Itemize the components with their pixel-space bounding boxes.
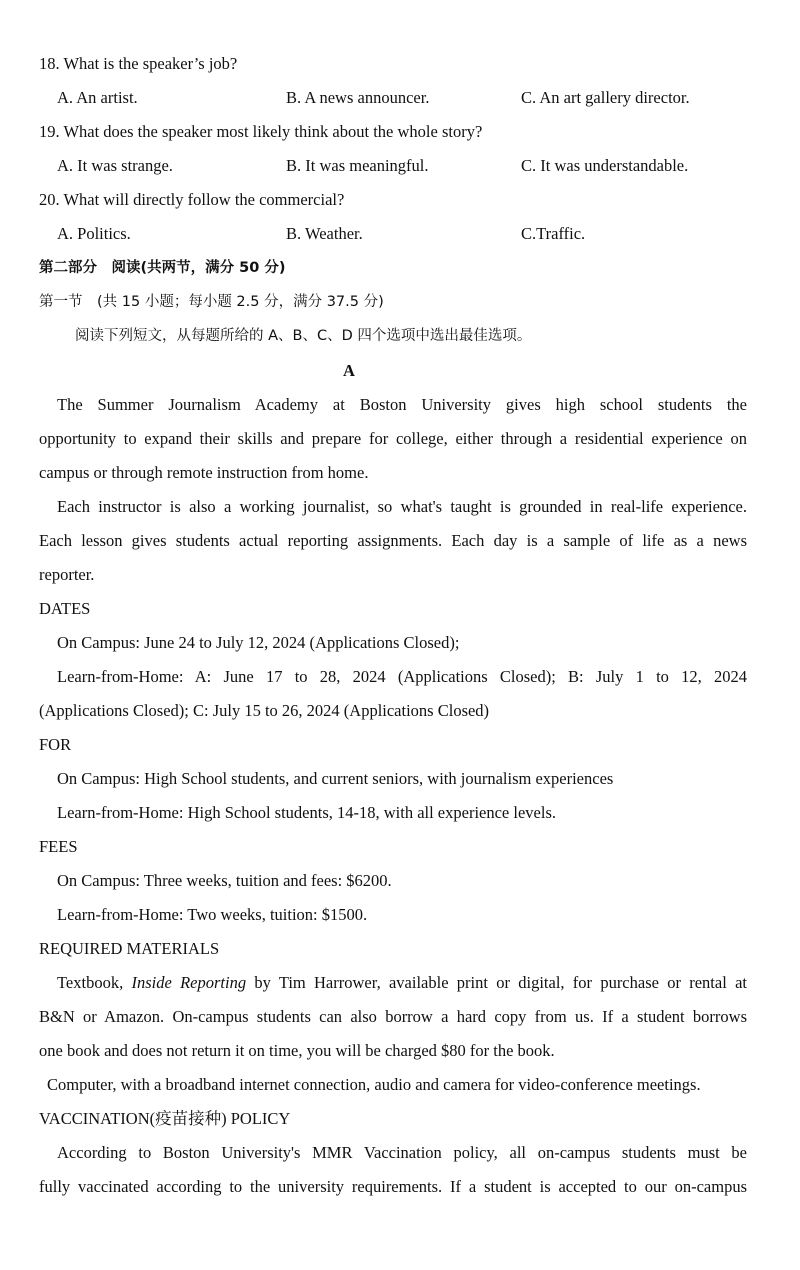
question-19-option-b: B. It was meaningful. [286, 156, 429, 175]
dates-learn-line-2: (Applications Closed); C: July 15 to 26, 2024 (Applications Closed) [39, 701, 490, 720]
for-heading: FOR [39, 735, 72, 754]
para2-line-3: reporter. [39, 565, 95, 584]
question-20-option-b: B. Weather. [286, 224, 363, 243]
fees-learn: Learn-from-Home: Two weeks, tuition: $1500. [57, 905, 368, 924]
textbook-suffix: by Tim Harrower, available print or digital, for purchase or rental at [246, 973, 747, 992]
for-learn: Learn-from-Home: High School students, 14-18, with all experience levels. [57, 803, 556, 822]
dates-on-campus: On Campus: June 24 to July 12, 2024 (Applications Closed); [57, 633, 460, 652]
vaccination-line-1: According to Boston University's MMR Vaccination policy, all on-campus students must be [57, 1143, 747, 1162]
vaccination-heading: VACCINATION(疫苗接种) POLICY [39, 1109, 291, 1128]
question-18-option-b: B. A news announcer. [286, 88, 430, 107]
para2-line-2: Each lesson gives students actual reporting assignments. Each day is a sample of life as a news [39, 531, 747, 550]
question-18-option-a: A. An artist. [57, 88, 138, 107]
fees-heading: FEES [39, 837, 78, 856]
for-on-campus: On Campus: High School students, and current seniors, with journalism experiences [57, 769, 614, 788]
intro-line-3: campus or through remote instruction from home. [39, 463, 369, 482]
question-18-stem: 18. What is the speaker’s job? [39, 54, 238, 73]
materials-line-2: B&N or Amazon. On-campus students can also borrow a hard copy from us. If a student borrows [39, 1007, 747, 1026]
part-title: 第二部分 阅读(共两节，满分 50 分) [39, 260, 286, 276]
question-19-stem: 19. What does the speaker most likely think about the whole story? [39, 122, 483, 141]
subsection-title: 第一节 (共 15 小题；每小题 2.5 分，满分 37.5 分) [39, 294, 384, 310]
para2-line-1: Each instructor is also a working journalist, so what's taught is grounded in real-life experience. [57, 497, 747, 516]
passage-title: A [343, 361, 355, 380]
question-20-option-c: C.Traffic. [521, 224, 586, 243]
intro-line-2: opportunity to expand their skills and prepare for college, either through a residential experience on [39, 429, 747, 448]
dates-learn-line-1: Learn-from-Home: A: June 17 to 28, 2024 (Applications Closed); B: July 1 to 12, 2024 [57, 667, 747, 686]
question-20-option-a: A. Politics. [57, 224, 131, 243]
question-18-option-c: C. An art gallery director. [521, 88, 690, 107]
vaccination-line-2: fully vaccinated according to the university requirements. If a student is accepted to our on-campus [39, 1177, 747, 1196]
intro-line-1: The Summer Journalism Academy at Boston University gives high school students the [57, 395, 747, 414]
question-19-option-c: C. It was understandable. [521, 156, 689, 175]
question-20-stem: 20. What will directly follow the commercial? [39, 190, 345, 209]
dates-heading: DATES [39, 599, 91, 618]
materials-line-3: one book and does not return it on time, you will be charged $80 for the book. [39, 1041, 555, 1060]
materials-heading: REQUIRED MATERIALS [39, 939, 220, 958]
instruction: 阅读下列短文，从每题所给的 A、B、C、D 四个选项中选出最佳选项。 [75, 328, 532, 344]
textbook-title: Inside Reporting [131, 973, 247, 992]
materials-textbook-line [57, 973, 747, 993]
fees-on-campus: On Campus: Three weeks, tuition and fees: $6200. [57, 871, 392, 890]
textbook-prefix: Textbook, [57, 973, 132, 992]
question-19-option-a: A. It was strange. [57, 156, 173, 175]
materials-computer: Computer, with a broadband internet connection, audio and camera for video-conference meetings. [47, 1075, 701, 1094]
